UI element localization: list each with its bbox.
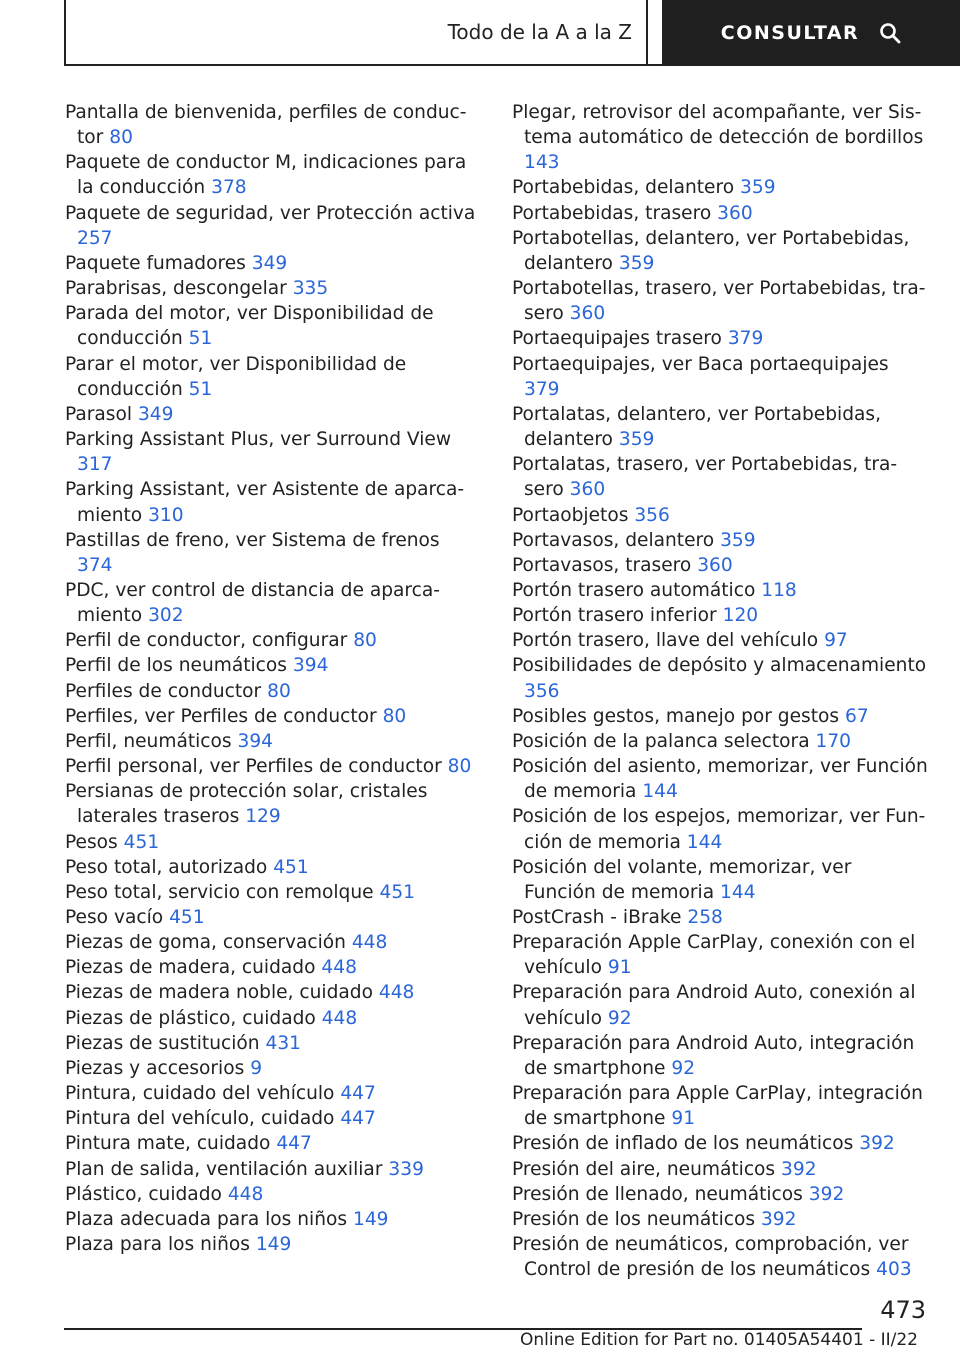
index-entry-text: Portaobjetos [512,504,629,526]
index-entry-text: Portabebidas, delantero [512,177,735,199]
page-ref-link[interactable]: 302 [148,605,184,627]
page-ref-link[interactable]: 317 [77,454,113,476]
index-entry [65,930,477,955]
index-entry-text: Paquete fumadores [65,252,246,274]
index-entry [512,1207,928,1232]
index-entry [512,1081,928,1131]
page-ref-link[interactable]: 451 [379,881,415,903]
index-entry [65,301,477,351]
index-entry-text: Portabotellas, delantero, ver Portabebidas, delantero [512,227,910,274]
index-entry [512,578,928,603]
index-entry-text: Pintura mate, cuidado [65,1133,271,1155]
search-icon [879,22,901,44]
page-ref-link[interactable]: 349 [251,252,288,274]
index-entry [65,1131,477,1156]
page-ref-link[interactable]: 80 [382,705,407,727]
index-entry-text: Piezas y accesorios [65,1057,245,1079]
page-ref-link[interactable]: 356 [524,680,560,702]
index-entry [65,100,477,150]
index-entry [65,1207,477,1232]
page-ref-link[interactable]: 92 [607,1007,632,1029]
page-ref-link[interactable]: 80 [109,127,133,149]
page-ref-link[interactable]: 448 [378,982,415,1004]
tab-consultar-label: CONSULTAR [720,22,860,44]
page-ref-link[interactable]: 118 [761,579,797,601]
index-entry [512,352,928,402]
page-ref-link[interactable]: 80 [267,680,291,702]
page-ref-link[interactable]: 257 [77,227,113,249]
index-entry [512,628,928,653]
tab-a-to-z[interactable] [64,0,648,66]
index-entry [512,603,928,628]
page-ref-link[interactable]: 170 [815,730,852,752]
index-entry [512,201,928,226]
page-ref-link[interactable]: 403 [876,1259,912,1281]
index-entry [512,276,928,326]
index-entry-text: Portón trasero inferior [512,605,717,627]
index-entry [65,427,477,477]
index-entry-text: Piezas de goma, conservación [65,932,346,954]
tab-a-to-z-label: Todo de la A a la Z [447,20,632,44]
index-entry-text: Peso total, servicio con remolque [65,881,374,903]
page-number: 473 [880,1296,926,1324]
page-ref-link[interactable]: 360 [717,202,753,224]
page-ref-link[interactable]: 91 [671,1108,696,1130]
index-entry-text: Plan de salida, ventilación auxiliar [65,1158,383,1180]
index-entry [65,679,477,704]
index-entry-text: Pastillas de freno, ver Sistema de frenos [65,529,440,551]
index-entry [512,704,928,729]
index-entry-text: Peso total, autorizado [65,856,268,878]
page-ref-link[interactable]: 356 [634,504,670,526]
index-entry-text: Parar el motor, ver Disponibilidad de conducción [65,353,407,400]
index-entry [65,1081,477,1106]
index-entry [512,503,928,528]
index-entry [512,653,928,703]
index-entry-text: Portaequipajes, ver Baca portaequipajes [512,353,889,375]
page-ref-link[interactable]: 97 [824,630,848,652]
index-entry [65,1232,477,1257]
page-ref-link[interactable]: 67 [845,705,869,727]
page-ref-link[interactable]: 379 [727,328,764,350]
index-entry [512,402,928,452]
index-entry-text: Portavasos, delantero [512,529,715,551]
page-ref-link[interactable]: 394 [237,730,274,752]
index-entry-text: Perfil personal, ver Perfiles de conductor [65,756,442,778]
index-entry-text: Piezas de madera noble, cuidado [65,982,373,1004]
page-ref-link[interactable]: 144 [686,831,723,853]
index-entry [65,528,477,578]
page-ref-link[interactable]: 91 [607,957,632,979]
index-entry-text: Preparación para Apple CarPlay, integración de smartphone [512,1083,923,1130]
index-entry [65,704,477,729]
index-entry-text: Portalatas, delantero, ver Portabebidas, delantero [512,403,882,451]
page-ref-link[interactable]: 144 [720,881,756,903]
index-entry-text: Portabotellas, trasero, ver Portabebidas, trasero [512,278,926,325]
page-ref-link[interactable]: 149 [255,1234,292,1256]
index-entry-text: Presión de llenado, neumáticos [512,1183,803,1205]
index-entry [512,1182,928,1207]
page-ref-link[interactable]: 447 [340,1108,376,1130]
page-ref-link[interactable]: 359 [720,529,756,551]
index-entry-text: Presión de inflado de los neumáticos [512,1133,854,1155]
index-entry-text: Portaequipajes trasero [512,328,722,350]
index-entry [512,980,928,1030]
index-entry-text: Perfiles, ver Perfiles de conductor [65,705,377,727]
page-ref-link[interactable]: 451 [123,831,160,853]
index-entry [65,729,477,754]
index-entry-text: Parada del motor, ver Disponibilidad de conducción [65,303,434,350]
index-entry-text: PDC, ver control de distancia de aparcamiento [65,579,440,627]
index-entry-text: Pintura, cuidado del vehículo [65,1083,335,1105]
index-entry-text: Presión de neumáticos, comprobación, ver Control de presión de los neumáticos [512,1234,909,1281]
index-entry [512,855,928,905]
page-ref-link[interactable]: 431 [265,1032,301,1054]
page-ref-link[interactable]: 451 [273,856,309,878]
page-ref-link[interactable]: 448 [227,1183,264,1205]
page-ref-link[interactable]: 448 [321,957,357,979]
index-entry [512,1131,928,1156]
index-entry [512,905,928,930]
index-entry [512,804,928,854]
tab-consultar[interactable] [662,0,960,66]
index-entry [65,754,477,779]
index-column-right [512,100,928,1282]
index-entry-text: Pantalla de bienvenida, perfiles de conductor [65,102,467,149]
page-ref-link[interactable]: 120 [722,605,759,627]
index-entry [65,1106,477,1131]
index-entry-text: Parabrisas, descongelar [65,278,287,300]
index-entry [65,980,477,1005]
index-entry-text: Paquete de seguridad, ver Protección activa [65,202,476,224]
index-entry-text: Preparación para Android Auto, conexión al vehículo [512,982,916,1029]
index-entry [65,251,477,276]
index-entry-text: Perfiles de conductor [65,680,262,702]
page-ref-link[interactable]: 335 [292,278,329,300]
page-ref-link[interactable]: 258 [687,907,723,928]
index-entry-text: Posición de la palanca selectora [512,730,810,752]
index-entry [512,930,928,980]
index-entry-text: Piezas de plástico, cuidado [65,1007,316,1029]
index-entry [65,352,477,402]
index-entry [512,452,928,502]
index-entry [65,1182,477,1207]
index-entry [512,729,928,754]
index-entry-text: Portalatas, trasero, ver Portabebidas, trasero [512,454,898,501]
index-entry-text: Presión de los neumáticos [512,1208,756,1230]
page-ref-link[interactable]: 80 [353,630,377,652]
index-entry-text: Pesos [65,831,118,853]
index-entry-text: Portón trasero, llave del vehículo [512,630,819,652]
index-entry-text: Posición del volante, memorizar, ver Función de memoria [512,856,852,903]
index-entry-text: PostCrash - iBrake [512,907,682,928]
page-ref-link[interactable]: 448 [321,1007,358,1029]
index-entry [65,1157,477,1182]
footer-edition: Online Edition for Part no. 01405A54401 - II/22 [519,1330,918,1350]
page-ref-link[interactable]: 392 [859,1133,895,1155]
page-ref-link[interactable]: 51 [188,378,213,400]
index-entry [65,653,477,678]
page-ref-link[interactable]: 374 [77,554,113,576]
page-ref-link[interactable]: 144 [642,781,678,803]
index-entry [65,779,477,829]
index-entry [512,326,928,351]
index-entry-text: Portón trasero automático [512,579,756,601]
index-entry-text: Peso vacío [65,907,164,928]
index-entry-text: Portavasos, trasero [512,554,692,576]
index-entry-text: Parasol [65,403,133,425]
index-entry [65,1031,477,1056]
index-entry-text: Plástico, cuidado [65,1183,222,1205]
index-entry [512,553,928,578]
index-entry [65,830,477,855]
index-entry [512,226,928,276]
index-entry [65,880,477,905]
index-column-left [65,100,477,1257]
page-ref-link[interactable]: 149 [353,1208,389,1230]
index-entry-text: Portabebidas, trasero [512,202,712,224]
page-ref-link[interactable]: 129 [245,806,281,828]
index-entry [512,175,928,200]
index-entry-text: Presión del aire, neumáticos [512,1158,776,1180]
index-entry [65,402,477,427]
page-ref-link[interactable]: 378 [211,177,247,199]
index-entry [65,578,477,628]
index-entry-text: Persianas de protección solar, cristales laterales traseros [65,781,428,828]
page-ref-link[interactable]: 80 [447,756,472,778]
page-ref-link[interactable]: 451 [169,907,205,928]
index-entry-text: Parking Assistant, ver Asistente de aparcamiento [65,479,465,526]
index-entry-text: Posición del asiento, memorizar, ver Función de memoria [512,756,928,803]
page-ref-link[interactable]: 392 [808,1183,845,1205]
page-ref-link[interactable]: 339 [388,1158,424,1180]
page-ref-link[interactable]: 92 [671,1057,696,1079]
index-entry-text: Preparación para Android Auto, integración de smartphone [512,1032,915,1079]
index-entry-text: Piezas de madera, cuidado [65,957,316,979]
index-entry [65,955,477,980]
index-entry-text: Plaza para los niños [65,1234,250,1256]
index-entry [512,1232,928,1282]
page-ref-link[interactable]: 310 [148,504,184,526]
page-ref-link[interactable]: 359 [740,177,776,199]
page-ref-link[interactable]: 447 [340,1083,376,1105]
index-entry [65,477,477,527]
index-entry-text: Plegar, retrovisor del acompañante, ver Sistema automático de detección de bordillos [512,102,924,149]
index-entry [512,1157,928,1182]
index-entry [65,855,477,880]
page-ref-link[interactable]: 360 [697,554,733,576]
index-entry [512,100,928,175]
index-entry [65,276,477,301]
page-ref-link[interactable]: 349 [137,403,174,425]
page-ref-link[interactable]: 51 [188,328,213,350]
page-ref-link[interactable]: 447 [276,1133,312,1155]
index-entry-text: Parking Assistant Plus, ver Surround View [65,429,452,451]
index-entry-text: Piezas de sustitución [65,1032,260,1054]
index-entry [512,1031,928,1081]
index-entry-text: Paquete de conductor M, indicaciones para la conducción [65,152,467,199]
index-entry-text: Perfil de los neumáticos [65,655,287,677]
index-entry [65,201,477,251]
index-entry-text: Pintura del vehículo, cuidado [65,1108,335,1130]
index-entry [65,150,477,200]
index-entry-text: Perfil de conductor, configurar [65,630,348,652]
index-entry-text: Perfil, neumáticos [65,730,232,752]
page-ref-link[interactable]: 394 [292,655,329,677]
page-ref-link[interactable]: 360 [569,303,606,325]
index-entry [512,528,928,553]
index-entry-text: Plaza adecuada para los niños [65,1208,348,1230]
index-entry-text: Posición de los espejos, memorizar, ver Función de memoria [512,806,926,853]
page-ref-link[interactable]: 392 [781,1158,817,1180]
index-entry [65,1056,477,1081]
index-entry [65,1006,477,1031]
index-entry-text: Posibilidades de depósito y almacenamiento [512,655,927,677]
index-entry [512,754,928,804]
index-entry [65,628,477,653]
index-entry-text: Posibles gestos, manejo por gestos [512,705,840,727]
page-ref-link[interactable]: 9 [250,1057,263,1079]
page-ref-link[interactable]: 448 [351,932,388,954]
page-ref-link[interactable]: 359 [618,252,655,274]
index-entry [65,905,477,930]
page-ref-link[interactable]: 360 [569,479,606,501]
page-ref-link[interactable]: 379 [524,378,560,400]
index-entry-text: Preparación Apple CarPlay, conexión con el vehículo [512,932,916,979]
page-ref-link[interactable]: 143 [524,152,560,174]
page-ref-link[interactable]: 359 [618,429,655,451]
page-ref-link[interactable]: 392 [760,1208,797,1230]
